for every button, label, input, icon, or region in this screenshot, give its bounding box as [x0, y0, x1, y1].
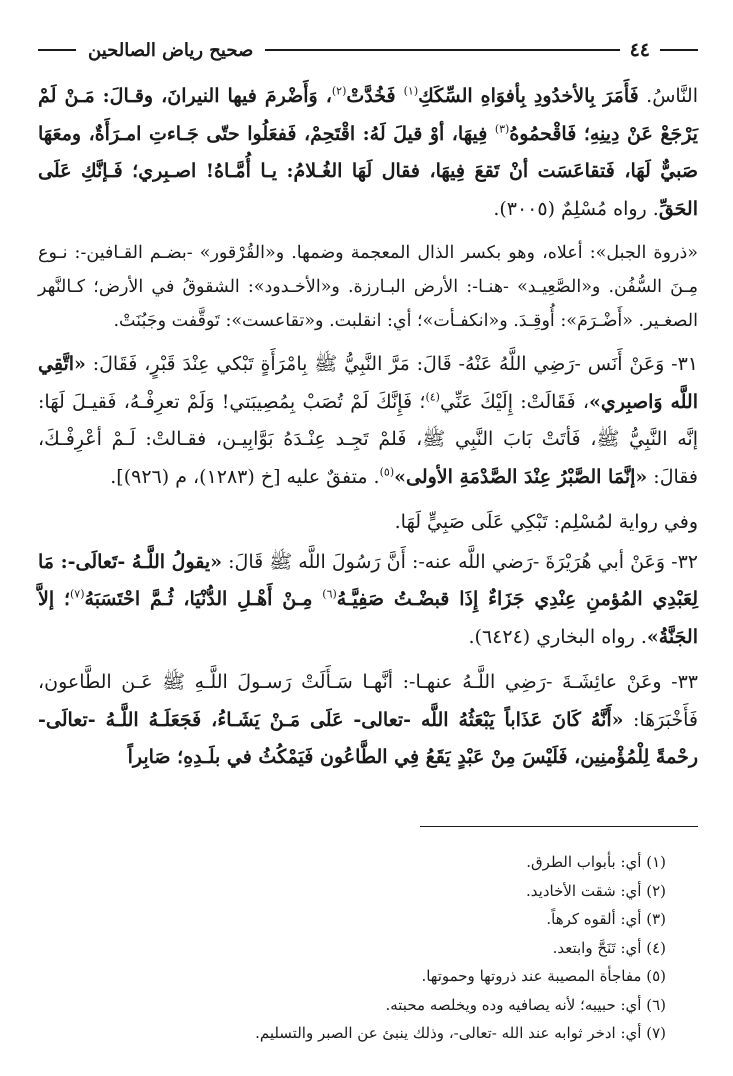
footnote-7: (٧) أي: ادخر ثوابه عند الله -تعالى-، وذلك ينبئ عن الصبر والتسليم. [255, 1024, 666, 1042]
footnote-5: (٥) مفاجأة المصيبة عند ذروتها وحموتها. [421, 967, 666, 985]
book-page [38, 36, 698, 1056]
paragraph-muslim-variant: وفي رواية لمُسْلِم: تَبْكِي عَلَى صَبِيٍّ لَهَا. [394, 511, 698, 533]
footnote-3: (٣) أي: ألقوه كرهاً. [546, 910, 666, 928]
paragraph-glossary: «ذروة الجبل»: أعلاه، وهو بكسر الذال المعجمة وضمها. و«القُرْقور» -بضـم القـافين-: نـوع مِـنَ السُّفُن. و«الصَّعِيـد» -هنـا-: الأرض البـارزة. و«الأخـدود»: الشقوقُ في الأرض؛ كـالنَّهر الصغـير. «أَضْـرَمَ»: أُوقِـدَ. و«انكفـأت»؛ أي: انقلبت. و«تقاعست»: تَوقَّفت وجَبُنَتْ. [38, 243, 698, 331]
footnote-separator [420, 826, 698, 827]
paragraph-hadith-32: ٣٢- وَعَنْ أبي هُرَيْرَةَ -رَضي اللَّه عنه-: أَنَّ رَسُولَ اللَّه ﷺ قَالَ: «يقولُ اللَّـهُ -تَعالَى-: مَا لِعَبْدِي المُؤمنِ عِنْدِي جَزَاءٌ إِذَا قبضْـتُ صَفِيَّـهُ$^{(٦)}$ مِـنْ أَهْـلِ الدُّنْيَا، ثُـمَّ احْتَسَبَهُ$^{(٧)}$؛ إلاَّ الجَنَّةُ». رواه البخاري (٦٤٢٤). [38, 550, 698, 648]
paragraph-hadith-31: ٣١- وَعَنْ أَنَس -رَضِي اللَّهُ عَنْهُ- قَالَ: مَرَّ النَّبِيُّ ﷺ بِامْرَأَةٍ تَبْكي عِنْدَ قَبْرٍ، فَقَالَ: «اتَّقِي اللَّه وَاصبِري»، فَقَالَتْ: إِلَيْكَ عَنِّي$^{(٤)}$؛ فَإِنَّكَ لَمْ تُصَبْ بِمُصِيبَتي! وَلَمْ تعرِفْـهُ، فَقيـلَ لَهَا: إنَّه النَّبِيُّ ﷺ، فَأتَتْ بَابَ النَّبِي ﷺ، فَلمْ تَجِـد عِنْـدَهُ بَوَّابِيـن، فقـالتْ: لَـمْ أعْرِفْـكَ، فقالَ: «إنَّمَا الصَّبْرُ عِنْدَ الصَّدْمَةِ الأولى»$^{(٥)}$. متفقٌ عليه [خ (١٢٨٣)، م (٩٢٦)]. [38, 353, 698, 488]
footnote-ref-2: (٢) [331, 84, 347, 98]
paragraph-story-ending: النَّاسُ. فَأَمَرَ بِالأخدُودِ بِأفوَاهِ السِّكَكِ$^{(١)}$ فَخُدَّتْ$^{(٢)}$، وَأَضْرمَ فيها النيرانَ، وقـالَ: مَـنْ لَمْ يَرْجَعْ عَنْ دِينِهِ؛ فَاقْحمُوهُ$^{(٣)}$ فِيهَا، أوْ قيلَ لَهُ: اقْتَحِمْ، فَفعَلُوا حتّى جَـاءتِ امـرَأَةٌ، ومعَهَا صَبيٌّ لَهَا، فَتقاعَسَت أنْ تَقعَ فِيهَا، فقال لَهَا الغُـلامُ: يـا أُمَّـاهُ! اصـبِري؛ فَـإنَّكِ عَلَى الحَقِّ. رواه مُسْلِمٌ (٣٠٠٥). [38, 84, 698, 220]
footnote-ref-1: (١) [403, 84, 419, 98]
book-title: صحيح رياض الصالحين [88, 39, 254, 61]
paragraph-hadith-33: ٣٣- وعَنْ عائِشَـةَ -رَضِي اللَّـهُ عنهـا-: أنَّهـا سَـأَلَتْ رَسـولَ اللَّـهِ ﷺ عَـن الطَّاعون، فَأَخْبَرَهَا: «أَنَّهُ كَانَ عَذَاباً يَبْعَثُهُ اللَّه -تعالى- عَلَى مَـنْ يَشَـاءُ، فَجَعَلَـهُ اللَّـهُ -تعالَى- رحْمةً لِلْمُؤْمنِين، فَلَيْسَ مِنْ عَبْدٍ يَقَعُ فِي الطَّاعُون فَيَمْكُثُ في بلَـدِهِ؛ صَابِراً [38, 671, 698, 768]
footnote-ref-3: (٣) [494, 122, 510, 136]
header-rule-left [38, 49, 76, 51]
footnote-6: (٦) أي: حبيبه؛ لأنه يصافيه وده ويخلصه محبته. [385, 995, 666, 1014]
footnote-ref-5: (٥) [379, 465, 395, 479]
header-rule-middle [265, 49, 619, 51]
main-text [38, 78, 698, 777]
footnote-2: (٢) أي: شقت الأخاديد. [526, 881, 666, 900]
footnote-ref-4: (٤) [425, 390, 440, 404]
footnote-4: (٤) أي: تَنَحَّ وابتعد. [552, 938, 666, 957]
footnote-ref-6: (٦) [322, 587, 337, 601]
running-header [38, 36, 698, 64]
footnote-ref-7: (٧) [70, 587, 85, 601]
header-rule-right [660, 49, 698, 51]
footnote-1: (١) أي: بأبواب الطرق. [526, 853, 666, 871]
page-number: ٤٤ [629, 39, 650, 61]
footnotes-list [66, 848, 666, 1048]
